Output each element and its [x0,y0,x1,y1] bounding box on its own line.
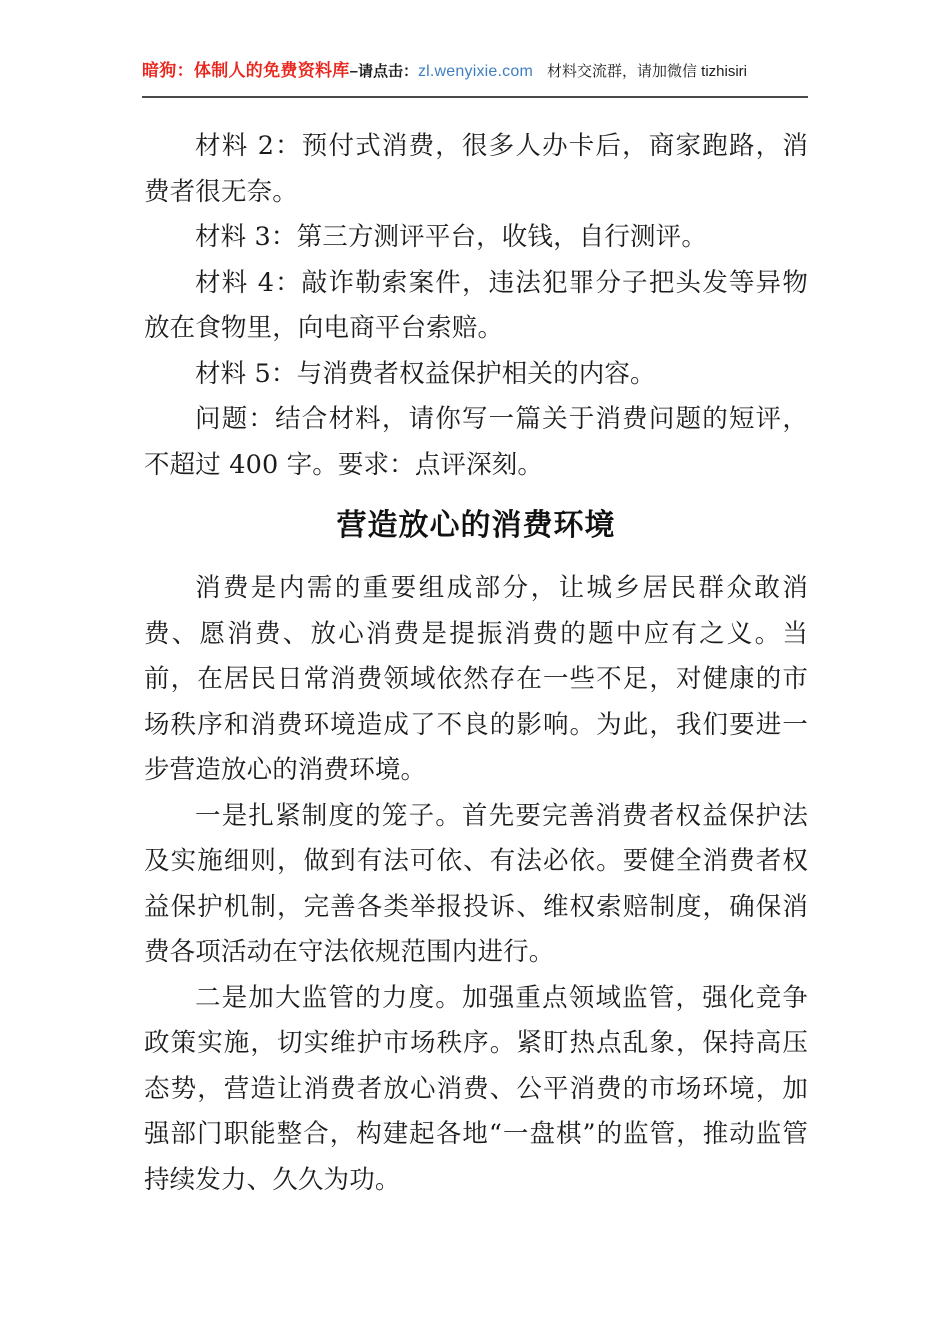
header-divider [142,96,808,98]
material-paragraph-3: 材料 3：第三方测评平台，收钱，自行测评。 [195,222,707,252]
material-paragraph-2: 材料 2：预付式消费，很多人办卡后，商家跑路，消费者很无奈。 [144,131,808,207]
promo-header [142,58,808,85]
essay-paragraph-2: 一是扎紧制度的笼子。首先要完善消费者权益保护法及实施细则，做到有法可依、有法必依。要健全消费者权益保护机制，完善各类举报投诉、维权索赔制度，确保消费各项活动在守法依规范围内进行。 [144,800,808,967]
material-paragraph-5: 材料 5：与消费者权益保护相关的内容。 [195,358,656,389]
document-body [144,124,808,1203]
click-prompt-label: –请点击： [349,63,418,80]
site-link[interactable]: zl.wenyixie.com [417,63,533,80]
essay-paragraph-3: 二是加大监管的力度。加强重点领域监管，强化竞争政策实施，切实维护市场秩序。紧盯热点乱象，保持高压态势，营造让消费者放心消费、公平消费的市场环境，加强部门职能整合，构建起各地“一盘棋”的监管，推动监管持续发力、久久为功。 [144,982,808,1195]
essay-title: 营造放心的消费环境 [336,509,616,542]
contact-label: 材料交流群，请加微信 tizhisiri [546,63,747,80]
question-paragraph: 问题：结合材料，请你写一篇关于消费问题的短评，不超过 400 字。要求：点评深刻。 [144,404,808,480]
essay-paragraph-1: 消费是内需的重要组成部分，让城乡居民群众敢消费、愿消费、放心消费是提振消费的题中应有之义。当前，在居民日常消费领域依然存在一些不足，对健康的市场秩序和消费环境造成了不良的影响。为此，我们要进一步营造放心的消费环境。 [144,573,808,785]
promo-header-line [142,58,808,85]
material-paragraph-4: 材料 4：敲诈勒索案件，违法犯罪分子把头发等异物放在食物里，向电商平台索赔。 [144,267,808,343]
brand-label: 暗狗：体制人的免费资料库 [142,61,350,80]
